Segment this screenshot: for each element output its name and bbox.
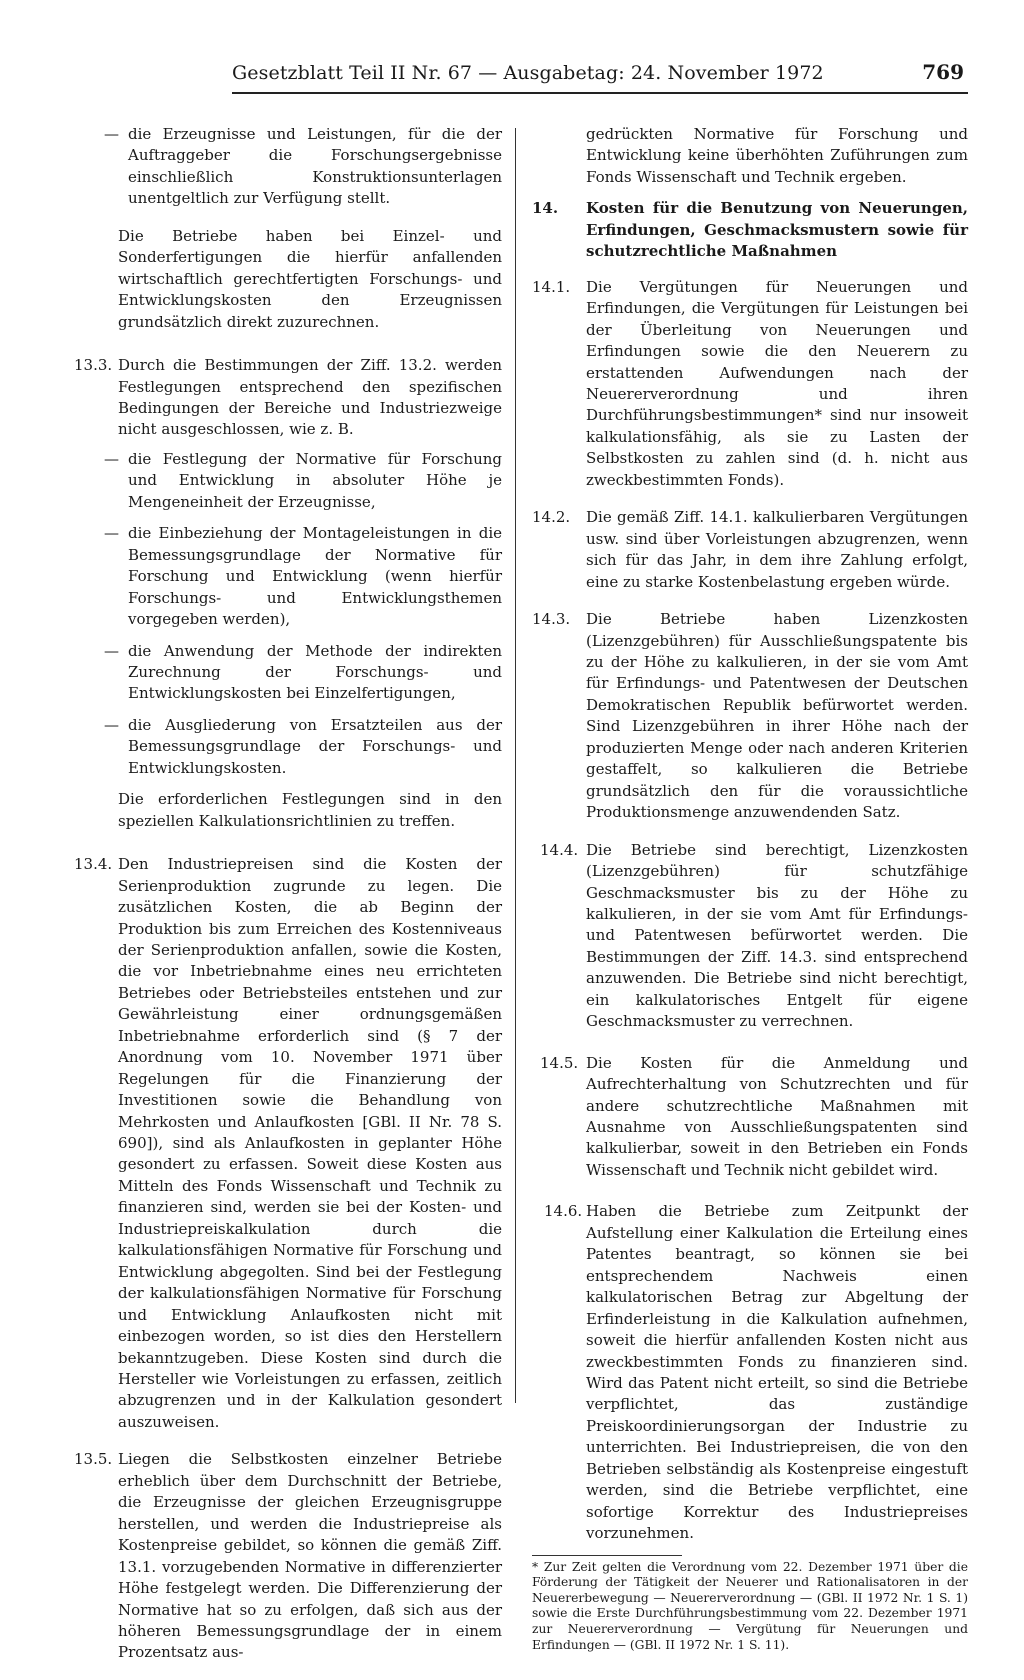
section-number: 13.3. [74,356,113,375]
section-number: 14.3. [532,610,571,629]
dash-marker: — [104,715,119,734]
paragraph-text: Die Betriebe haben bei Einzel- und Sonderfertigungen die hierfür anfallenden wirtschaftlich gerechtfertigten Forschungs- und Entwicklungskosten den Erzeugnissen grundsätzlich direkt zuzurechnen. [118,226,502,331]
dash-item-text: die Ausgliederung von Ersatzteilen aus der Bemessungsgrundlage der Forschungs- und Entwicklungskosten. [128,715,502,777]
dash-marker: — [104,641,119,660]
dash-marker: — [104,524,119,543]
section-text: Liegen die Selbstkosten einzelner Betriebe erheblich über dem Durchschnitt der Betriebe, die Erzeugnisse der gleichen Erzeugnisgruppe herstellen, und werden die Industriepreise als Kostenpreise gebildet, so können die gemäß Ziff. 13.1. vorzugebenden Normative in differenzierter Höhe festgelegt werden. Die Differenzierung der Normative hat so zu erfolgen, daß sich aus der höheren Bemessungsgrundlage der in einem Prozentsatz aus- [118,1450,502,1662]
section-13-3 [74,355,502,441]
section-number: 14.1. [532,277,571,296]
dash-marker: — [104,125,119,143]
left-column [74,124,502,1680]
paragraph-text: Die erforderlichen Festlegungen sind in den speziellen Kalkulationsrichtlinien zu treffen. [118,790,502,830]
section-text: Die Kosten für die Anmeldung und Aufrechterhaltung von Schutzrechten und für andere schutzrechtliche Maßnahmen mit Ausnahme von Ausschließungspatenten sind kalkulierbar, soweit in den Betrieben ein Fonds Wissenschaft und Technik nicht gebildet wird. [586,1053,968,1179]
paragraph-text: gedrückten Normative für Forschung und Entwicklung keine überhöhten Zuführungen zum Fonds Wissenschaft und Technik ergeben. [586,125,968,186]
dash-item [74,449,502,513]
section-14-1 [532,277,968,492]
page-number: 769 [922,60,964,84]
section-text: Den Industriepreisen sind die Kosten der Serienproduktion zugrunde zu legen. Die zusätzlichen Kosten, die ab Beginn der Produktion bis zum Erreichen des Kostenniveaus der Serienproduktion anfallen, sowie die Kosten, die vor Inbetriebnahme eines neu errichteten Betriebes oder Betriebsteiles entstehen und zur Gewährleistung einer ordnungsgemäßen Inbetriebnahme erforderlich sind (§ 7 der Anordnung vom 10. November 1971 über Regelungen für die Finanzierung der Investitionen sowie die Behandlung von Mehrkosten und Anlaufkosten [GBl. II Nr. 78 S. 690]), sind als Anlaufkosten in geplanter Höhe gesondert zu erfassen. Soweit diese Kosten aus Mitteln des Fonds Wissenschaft und Technik zu finanzieren sind, werden sie bei der Kosten- und Industriepreiskalkulation durch die kalkulationsfähigen Normative für Forschung und Entwicklung abgegolten. Sind bei der Festlegung der kalkulationsfähigen Normative für Forschung und Entwicklung Anlaufkosten nicht mit einbezogen worden, so ist dies den Herstellern bekanntzugeben. Diese Kosten sind durch die Hersteller wie Vorleistungen zu erfassen, zeitlich abzugrenzen und in der Kalkulation gesondert auszuweisen. [118,855,502,1431]
dash-item [74,641,502,705]
section-heading: Kosten für die Benutzung von Neuerungen, Erfindungen, Geschmacksmustern sowie für schutzrechtliche Maßnahmen [586,199,968,261]
dash-item-text: die Einbeziehung der Montageleistungen in die Bemessungsgrundlage der Normative für Forschung und Entwicklung (wenn hierfür Forschungs- und Entwicklungsthemen vorgegeben werden), [128,524,502,629]
section-number: 14.4. [540,840,579,859]
dash-item-text: die Festlegung der Normative für Forschung und Entwicklung in absoluter Höhe je Mengeneinheit der Erzeugnisse, [128,449,502,511]
section-number: 14. [532,199,559,218]
dash-item [74,523,502,630]
section-14-3 [532,609,968,824]
section-text: Die gemäß Ziff. 14.1. kalkulierbaren Vergütungen usw. sind über Vorleistungen abzugrenzen, wenn sich für das Jahr, in dem ihre Zahlung erfolgt, eine zu starke Kostenbelastung ergeben würde. [586,508,968,591]
paragraph [74,226,502,333]
section-14-2 [532,507,968,593]
section-text: Die Betriebe sind berechtigt, Lizenzkosten (Lizenzgebühren) für schutzfähige Geschmacksmuster bis zu der Höhe zu kalkulieren, in der sie vom Amt für Erfindungs- und Patentwesen befürwortet werden. Die Bestimmungen der Ziff. 14.3. sind entsprechend anzuwenden. Die Betriebe sind nicht berechtigt, ein kalkulatorisches Entgelt für eigene Geschmacksmuster zu verrechnen. [586,840,968,1031]
column-divider [515,128,516,1403]
dash-item-text: die Anwendung der Methode der indirekten Zurechnung der Forschungs- und Entwicklungskosten bei Einzelfertigungen, [128,641,502,703]
dash-item-text: die Erzeugnisse und Leistungen, für die der Auftraggeber die Forschungsergebnisse einschließlich Konstruktionsunterlagen unentgeltlich zur Verfügung stellt. [128,125,502,208]
section-14-heading [532,198,968,262]
section-14-5 [532,1053,968,1182]
section-13-5 [74,1449,502,1664]
continuation-paragraph [532,124,968,188]
section-number: 14.5. [540,1053,579,1072]
section-13-4 [74,854,502,1433]
dash-item [74,124,502,210]
section-number: 13.4. [74,855,113,874]
section-text: Haben die Betriebe zum Zeitpunkt der Aufstellung einer Kalkulation die Erteilung eines Patentes beantragt, so können sie bei entsprechendem Nachweis einen kalkulatorischen Betrag zur Abgeltung der Erfinderleistung in die Kalkulation aufnehmen, soweit die hierfür anfallenden Kosten nicht aus zweckbestimmten Fonds zu finanzieren sind. Wird das Patent nicht erteilt, so sind die Betriebe verpflichtet, das zuständige Preiskoordinierungsorgan der Industrie zu unterrichten. Bei Industriepreisen, die von den Betrieben selbständig als Kostenpreise eingestuft werden, sind die Betriebe verpflichtet, eine sofortige Korrektur des Industriepreises vorzunehmen. [586,1202,968,1543]
dash-item [74,715,502,779]
gazette-title: Gesetzblatt Teil II Nr. 67 — Ausgabetag: 24. November 1972 [232,62,824,84]
section-text: Durch die Bestimmungen der Ziff. 13.2. werden Festlegungen entsprechend den spezifischen Bedingungen der Bereiche und Industriezweige nicht ausgeschlossen, wie z. B. [118,356,502,439]
page-header [232,62,972,96]
paragraph [74,789,502,832]
section-number: 14.2. [532,508,571,527]
section-text: Die Betriebe haben Lizenzkosten (Lizenzgebühren) für Ausschließungspatente bis zu der Höhe zu kalkulieren, in der sie vom Amt für Erfindungs- und Patentwesen der Deutschen Demokratischen Republik befürwortet werden. Sind Lizenzgebühren in ihrer Höhe nach der produzierten Menge oder nach anderen Kriterien gestaffelt, so kalkulieren die Betriebe grundsätzlich den für die voraussichtliche Produktionsmenge anzuwendenden Satz. [586,610,968,822]
dash-marker: — [104,449,119,468]
section-14-4 [532,840,968,1033]
footnote: * Zur Zeit gelten die Verordnung vom 22. Dezember 1971 über die Förderung der Tätigkeit der Neuerer und Rationalisatoren in der Neuererbewegung — Neuererverordnung — (GBl. II 1972 Nr. 1 S. 1) sowie die Erste Durchführungsbestimmung vom 22. Dezember 1971 zur Neuererverordnung — Vergütung für Neuerungen und Erfindungen — (GBl. II 1972 Nr. 1 S. 11). [532,1559,968,1652]
section-number: 13.5. [74,1450,113,1469]
right-column [532,124,968,1653]
header-divider [232,92,968,94]
section-14-6 [532,1201,968,1544]
section-number: 14.6. [544,1202,583,1221]
section-text: Die Vergütungen für Neuerungen und Erfindungen, die Vergütungen für Leistungen bei der Überleitung von Neuerungen und Erfindungen sowie die den Neuerern zu erstattenden Aufwendungen nach der Neuererverordnung und ihren Durchführungsbestimmungen* sind nur insoweit kalkulationsfähig, als sie zu Lasten der Selbstkosten zu zahlen sind (d. h. nicht aus zweckbestimmten Fonds). [586,277,968,489]
